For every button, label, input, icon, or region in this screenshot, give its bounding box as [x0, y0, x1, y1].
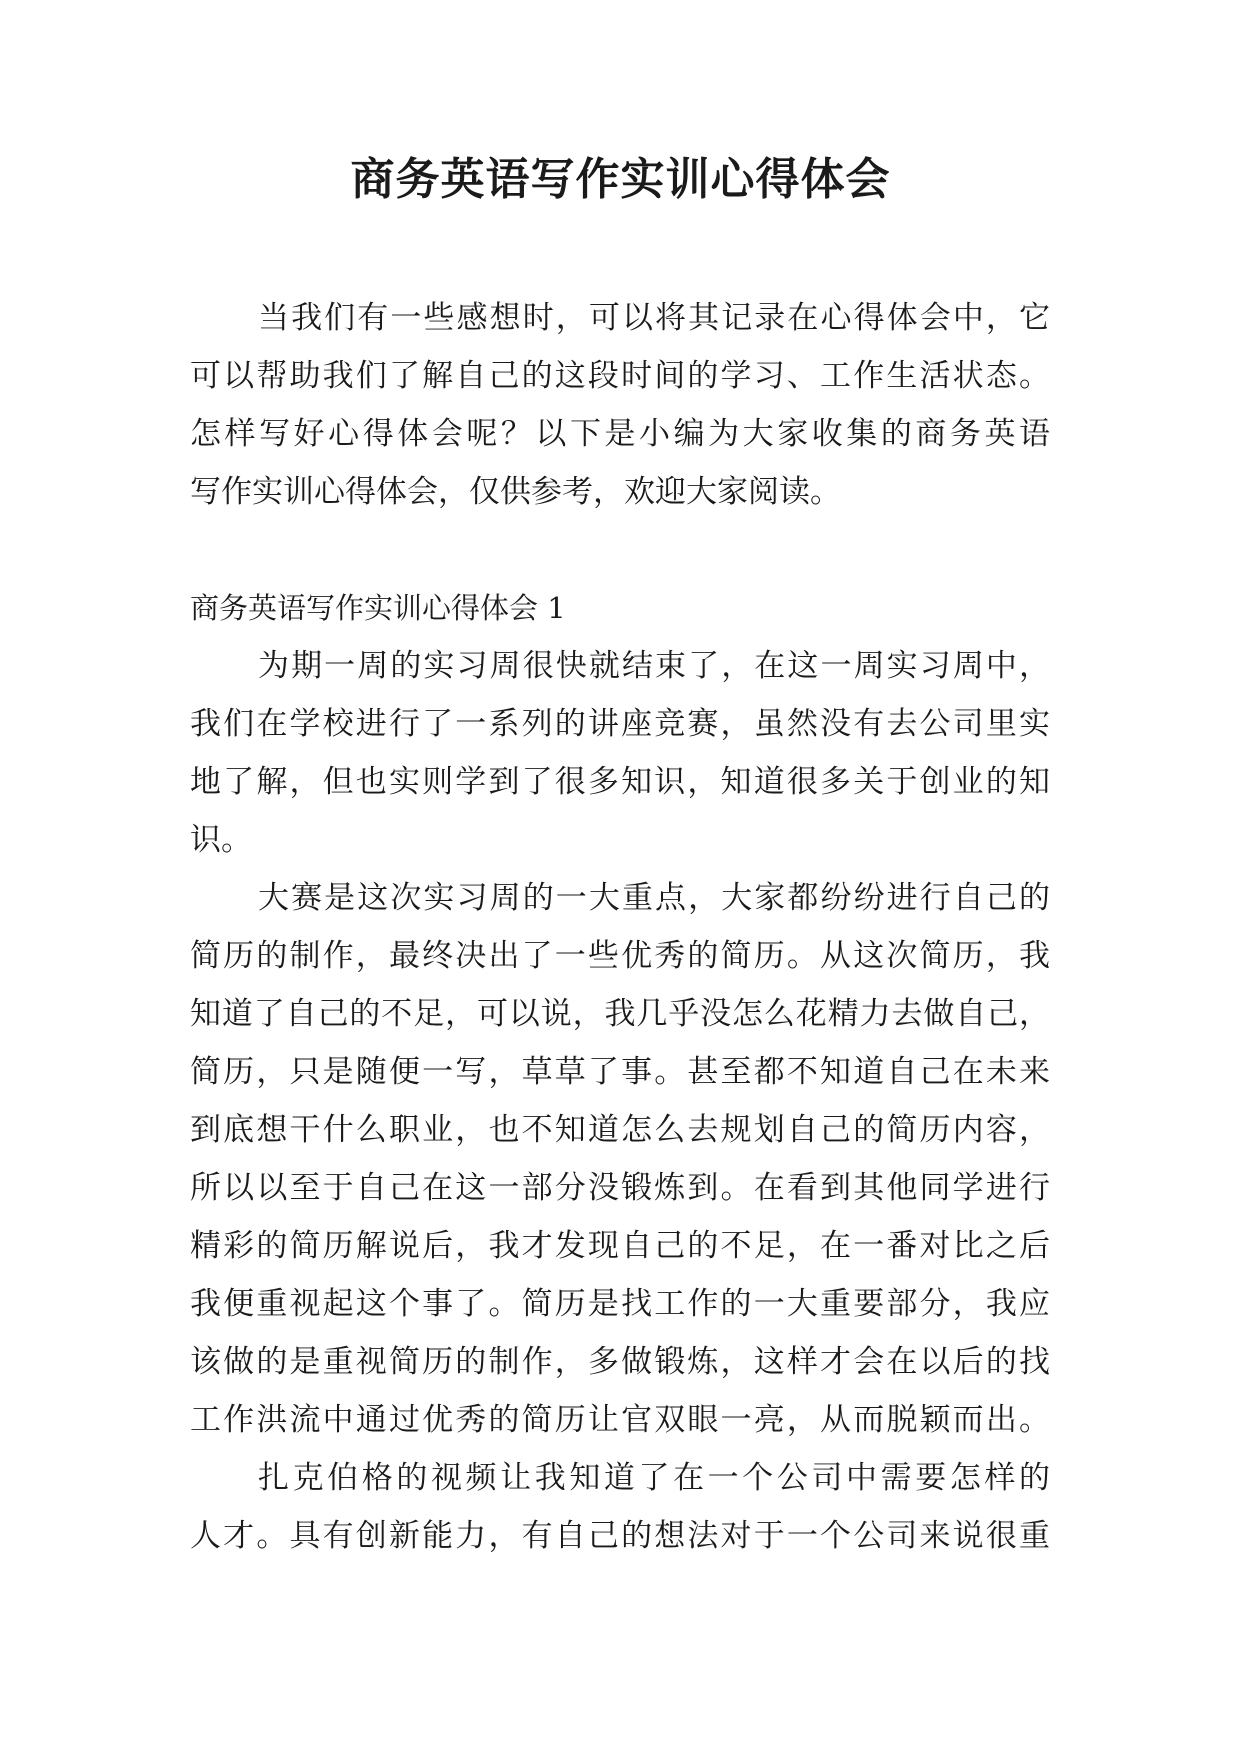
- paragraph-2: [190, 869, 1050, 1449]
- document-title: 商务英语写作实训心得体会: [350, 154, 891, 205]
- paragraph-1: [190, 637, 1050, 869]
- paragraph-line: 简历，只是随便一写，草草了事。甚至都不知道自己在未来: [190, 1054, 1050, 1090]
- paragraph-line: 我便重视起这个事了。简历是找工作的一大重要部分，我应: [190, 1286, 1050, 1322]
- paragraph-line: 简历的制作，最终决出了一些优秀的简历。从这次简历，我: [190, 938, 1050, 974]
- paragraph-line: 工作洪流中通过优秀的简历让官双眼一亮，从而脱颖而出。: [190, 1402, 1050, 1438]
- intro-line: 当我们有一些感想时，可以将其记录在心得体会中，它: [258, 300, 1050, 336]
- paragraph-line: 识。: [190, 822, 252, 858]
- intro-line: 怎样写好心得体会呢？以下是小编为大家收集的商务英语: [190, 416, 1050, 452]
- paragraph-spacer: [190, 521, 1050, 579]
- paragraph-line: 精彩的简历解说后，我才发现自己的不足，在一番对比之后: [190, 1228, 1050, 1264]
- intro-line: 写作实训心得体会，仅供参考，欢迎大家阅读。: [190, 474, 841, 510]
- paragraph-line: 扎克伯格的视频让我知道了在一个公司中需要怎样的: [258, 1460, 1050, 1496]
- paragraph-line: 该做的是重视简历的制作，多做锻炼，这样才会在以后的找: [190, 1344, 1050, 1380]
- intro-line: 可以帮助我们了解自己的这段时间的学习、工作生活状态。: [190, 358, 1050, 394]
- paragraph-line: 我们在学校进行了一系列的讲座竞赛，虽然没有去公司里实: [190, 706, 1050, 742]
- paragraph-line: 人才。具有创新能力，有自己的想法对于一个公司来说很重: [190, 1518, 1050, 1554]
- paragraph-line: 知道了自己的不足，可以说，我几乎没怎么花精力去做自己，: [190, 996, 1050, 1032]
- paragraph-line: 为期一周的实习周很快就结束了，在这一周实习周中，: [258, 648, 1050, 684]
- paragraph-line: 所以以至于自己在这一部分没锻炼到。在看到其他同学进行: [190, 1170, 1050, 1206]
- section-heading: 商务英语写作实训心得体会 1: [190, 591, 566, 625]
- document-body: [190, 289, 1050, 1565]
- paragraph-3: [190, 1449, 1050, 1565]
- paragraph-line: 地了解，但也实则学到了很多知识，知道很多关于创业的知: [190, 764, 1050, 800]
- intro-paragraph: [190, 289, 1050, 521]
- paragraph-line: 到底想干什么职业，也不知道怎么去规划自己的简历内容，: [190, 1112, 1050, 1148]
- paragraph-line: 大赛是这次实习周的一大重点，大家都纷纷进行自己的: [258, 880, 1050, 916]
